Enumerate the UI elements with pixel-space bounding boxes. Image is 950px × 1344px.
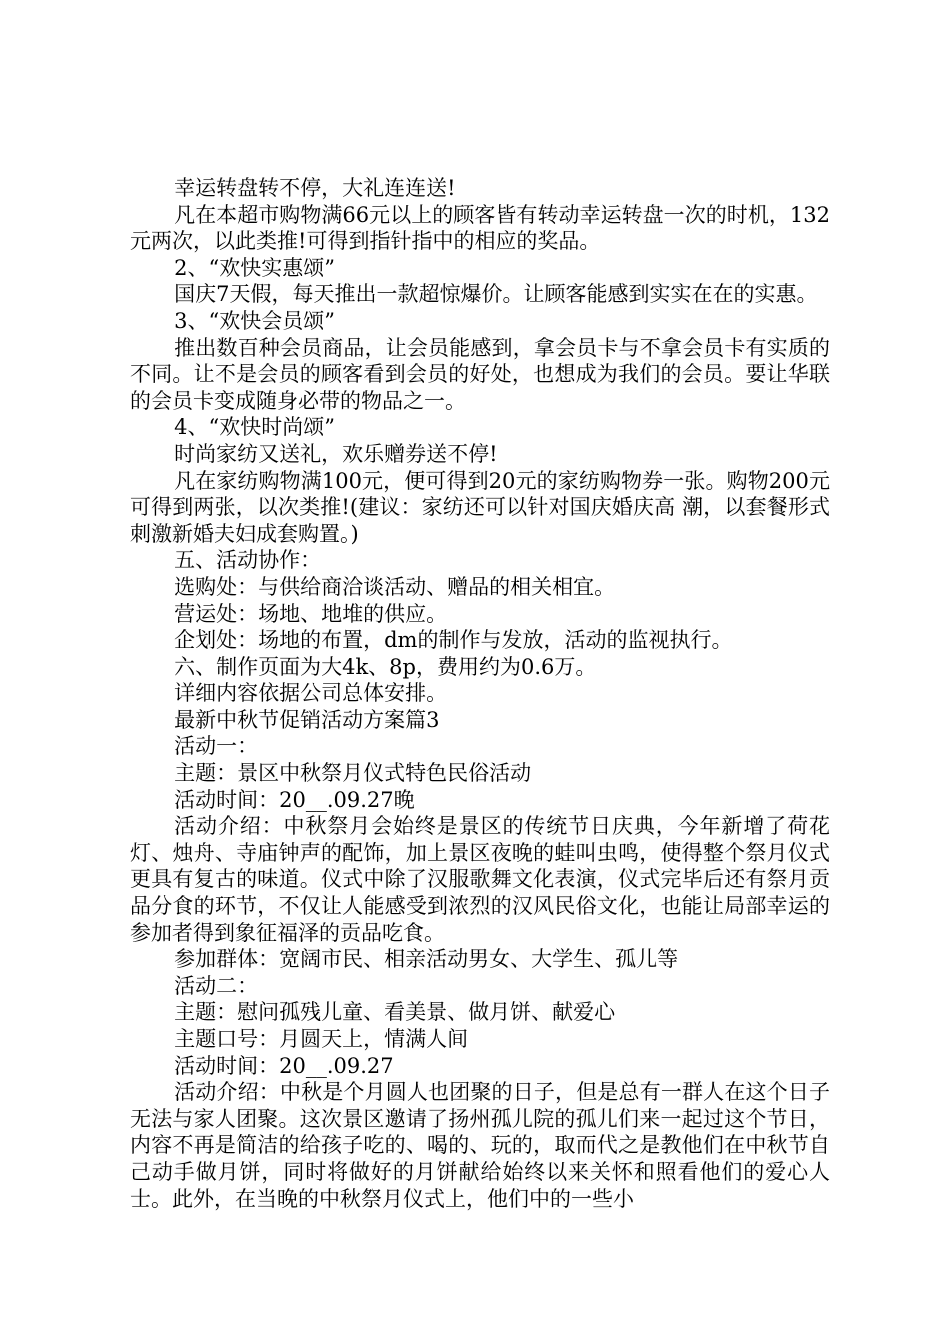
paragraph: 六、制作页面为大4k、8p，费用约为0.6万。 [174,654,597,679]
paragraph: 凡在家纺购物满100元，便可得到20元的家纺购物券一张。购物200元可得到两张，以次类推!(建议：家纺还可以针对国庆婚庆高 潮，以套餐形式刺激新婚夫妇成套购置。) [130,468,830,546]
section-heading: 最新中秋节促销活动方案篇3 [174,707,440,732]
paragraph: 活动介绍：中秋祭月会始终是景区的传统节日庆典，今年新增了荷花灯、烛舟、寺庙钟声的配饰，加上景区夜晚的蛙叫虫鸣，使得整个祭月仪式更具有复古的味道。仪式中除了汉服歌舞文化表演，仪式完毕后还有祭月贡品分食的环节，不仅让人能感受到浓烈的汉风民俗文化，也能让局部幸运的参加者得到象征福泽的贡品吃食。 [130,814,830,945]
paragraph: 企划处：场地的布置，dm的制作与发放，活动的监视执行。 [174,628,733,653]
paragraph: 选购处：与供给商洽谈活动、赠品的相关相宜。 [174,574,616,599]
paragraph: 参加群体：宽阔市民、相亲活动男女、大学生、孤儿等 [174,947,679,972]
section-heading: 五、活动协作： [174,548,322,573]
paragraph: 活动一： [174,734,259,759]
paragraph: 主题：慰问孤残儿童、看美景、做月饼、献爱心 [174,1000,616,1025]
paragraph: 幸运转盘转不停，大礼连连送! [174,176,456,200]
paragraph: 详细内容依据公司总体安排。 [174,681,448,706]
paragraph: 时尚家纺又送礼，欢乐赠券送不停! [174,441,498,466]
section-heading: 4、“欢快时尚颂” [174,415,335,440]
section-heading: 3、“欢快会员颂” [174,308,335,333]
paragraph: 营运处：场地、地堆的供应。 [174,601,448,626]
paragraph: 活动介绍：中秋是个月圆人也团聚的日子，但是总有一群人在这个日子无法与家人团聚。这次景区邀请了扬州孤儿院的孤儿们来一起过这个节日，内容不再是简洁的给孩子吃的、喝的、玩的，取而代之是教他们在中秋节自己动手做月饼，同时将做好的月饼献给始终以来关怀和照看他们的爱心人士。此外，在当晚的中秋祭月仪式上，他们中的一些小 [130,1080,830,1211]
paragraph: 主题口号：月圆天上，情满人间 [174,1027,469,1051]
paragraph: 活动时间：20__.09.27 [174,1053,394,1078]
paragraph: 推出数百种会员商品，让会员能感到，拿会员卡与不拿会员卡有实质的不同。让不是会员的顾客看到会员的好处，也想成为我们的会员。要让华联的会员卡变成随身必带的物品之一。 [130,335,830,413]
paragraph: 活动二： [174,973,259,998]
section-heading: 2、“欢快实惠颂” [174,255,335,280]
paragraph: 国庆7天假，每天推出一款超惊爆价。让顾客能感到实实在在的实惠。 [174,282,818,307]
document-body [130,175,830,1212]
paragraph: 凡在本超市购物满66元以上的顾客皆有转动幸运转盘一次的时机，132元两次，以此类推!可得到指针指中的相应的奖品。 [130,202,830,254]
paragraph: 活动时间：20__.09.27晚 [174,787,415,812]
paragraph: 主题：景区中秋祭月仪式特色民俗活动 [174,761,532,786]
